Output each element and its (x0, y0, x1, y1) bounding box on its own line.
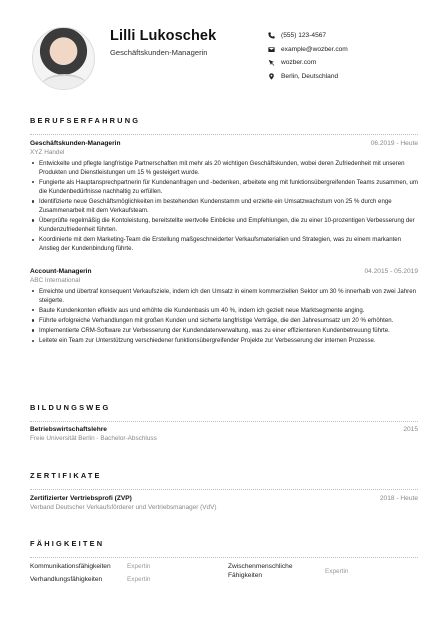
section-divider (30, 489, 418, 490)
job-title: Account-Managerin (30, 268, 92, 275)
job-entry (30, 268, 418, 347)
bullet-item: Fungierte als Hauptansprechpartnerin für Kundenanfragen und -bedenken, arbeitete eng mit funktionsübergreifenden Teams zusammen, um die Kundenbedürfnisse nachhaltig zu erfüllen. (30, 178, 418, 196)
profile-photo (32, 27, 95, 90)
skill-name: Verhandlungsfähigkeiten (30, 576, 103, 583)
job-company: ABC International (30, 276, 81, 284)
contact-location (268, 70, 348, 84)
job-bullets (30, 287, 418, 346)
contact-phone (268, 29, 348, 43)
bullet-item: Implementierte CRM-Software zur Verbesserung der Kundendatenverwaltung, was zu einer effizienteren Kundenbetreuung führte. (30, 326, 418, 335)
skill-level: Expertin (127, 563, 151, 570)
bullet-item: Führte erfolgreiche Verhandlungen mit großen Kunden und sicherte langfristige Verträge, die den Jahresumsatz um 20 % erhöhten. (30, 316, 418, 325)
section-title: BERUFSERFAHRUNG (30, 116, 141, 125)
resume-header (0, 0, 448, 100)
certificates-section (30, 471, 418, 490)
section-title: FÄHIGKEITEN (30, 539, 105, 548)
job-header (30, 140, 418, 147)
skill-level: Expertin (325, 568, 349, 575)
education-section (30, 403, 418, 422)
job-bullets (30, 159, 418, 254)
job-header (30, 268, 418, 275)
certificate-name: Zertifizierter Vertriebsprofi (ZVP) (30, 495, 132, 502)
experience-section (30, 116, 418, 135)
education-header (30, 426, 418, 433)
link-icon (268, 59, 281, 66)
bullet-item: Baute Kundenkonten effektiv aus und erhöhte die Kundenbasis um 40 %, indem ich gezielt neue Marktsegmente anging. (30, 306, 418, 315)
website-text[interactable]: wozber.com (281, 59, 317, 67)
contact-website[interactable] (268, 56, 348, 70)
skill-level: Expertin (127, 576, 151, 583)
skill-name: Zwischenmenschliche Fähigkeiten (228, 563, 293, 579)
degree-title: Betriebswirtschaftslehre (30, 426, 107, 433)
section-divider (30, 134, 418, 135)
certificate-issuer: Verband Deutscher Verkaufsförderer und Vertriebsmanager (VdV) (30, 503, 217, 511)
skill-name: Kommunikationsfähigkeiten (30, 563, 111, 570)
candidate-name: Lilli Lukoschek (110, 28, 217, 44)
phone-text: (555) 123-4567 (281, 32, 327, 40)
certificate-entry (30, 495, 418, 511)
location-text: Berlin, Deutschland (281, 72, 339, 80)
certificate-header (30, 495, 418, 502)
location-pin-icon (268, 73, 281, 80)
bullet-item: Identifizierte neue Geschäftsmöglichkeiten im bestehenden Kundenstamm und erzielte ein Umsatzwachstum von 25 % durch enge Zusammenarbeit mit dem Verkaufsteam. (30, 197, 418, 215)
education-entry (30, 426, 418, 442)
photo-shirt (41, 74, 88, 90)
section-title: ZERTIFIKATE (30, 471, 102, 480)
education-year: 2015 (403, 426, 418, 433)
bullet-item: Leitete ein Team zur Unterstützung verschiedener funktionsübergreifender Projekte zur Verbesserung der internen Prozesse. (30, 336, 418, 345)
skills-section (30, 539, 418, 558)
bullet-item: Überprüfte regelmäßig die Kontoleistung, bereitstellte wertvolle Einblicke und Empfehlungen, die zu einer 10-prozentigen Verbesserung der Kundenzufriedenheit führten. (30, 216, 418, 234)
job-title: Geschäftskunden-Managerin (30, 140, 121, 147)
contact-list (268, 29, 348, 83)
school-name: Freie Universität Berlin - Bachelor-Abschluss (30, 434, 157, 442)
certificate-date: 2018 - Heute (379, 495, 418, 502)
mail-icon (268, 46, 281, 53)
bullet-item: Koordinierte mit dem Marketing-Team die Erstellung maßgeschneiderter Verkaufsmaterialien und Strategien, was zu einem markanten Anstieg der Kundenbindung führte. (30, 235, 418, 253)
section-divider (30, 421, 418, 422)
job-entry (30, 140, 418, 255)
phone-icon (268, 32, 281, 39)
email-text[interactable]: example@wozber.com (281, 45, 348, 53)
bullet-item: Entwickelte und pflegte langfristige Partnerschaften mit mehr als 20 wichtigen Geschäftskunden, wobei deren Zufriedenheit mit unseren Produkten und Dienstleistungen um 15 % gesteigert wurde. (30, 159, 418, 177)
section-title: BILDUNGSWEG (30, 403, 111, 412)
bullet-item: Erreichte und übertraf konsequent Verkaufsziele, indem ich den Umsatz in einem kommerziellen Sektor um 30 % innerhalb von zwei Jahren steigerte. (30, 287, 418, 305)
section-divider (30, 557, 418, 558)
contact-email[interactable] (268, 43, 348, 57)
job-company: XYZ Handel (30, 148, 65, 156)
job-date: 04.2015 - 05.2019 (364, 268, 418, 275)
job-date: 06.2019 - Heute (370, 140, 418, 147)
candidate-role: Geschäftskunden-Managerin (110, 48, 208, 57)
